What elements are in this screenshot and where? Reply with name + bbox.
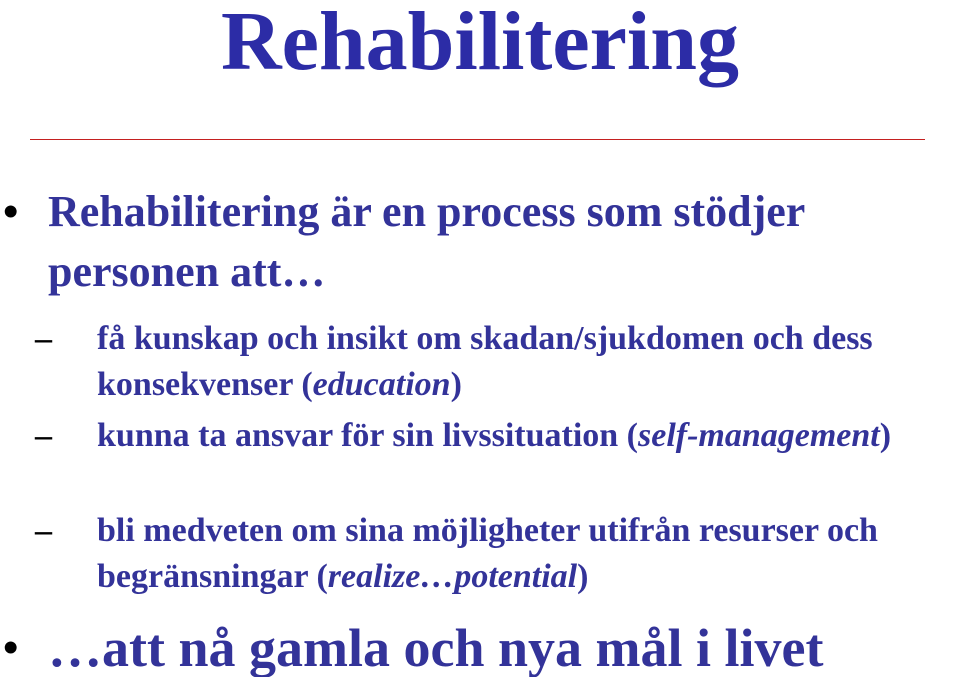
sub-item-2 <box>35 413 960 459</box>
sub-item-text-main: få kunskap och insikt om skadan/sjukdomen och dess konsekvenser ( <box>97 320 873 403</box>
dash-marker: – <box>35 320 52 357</box>
bullet-text: …att nå gamla och nya mål i livet <box>48 618 824 677</box>
bullet-item-1 <box>3 182 943 302</box>
sub-item-text <box>97 508 960 600</box>
sub-item-text-italic: self-management <box>638 417 880 454</box>
sub-item-text <box>97 316 960 408</box>
sub-item-text-italic: education <box>312 366 451 403</box>
bullet-item-2 <box>3 617 953 677</box>
slide-title: Rehabilitering <box>221 0 739 88</box>
dash-marker: – <box>35 512 52 549</box>
sub-item-text <box>97 413 960 459</box>
sub-item-text-tail: ) <box>450 366 462 403</box>
title-divider <box>30 139 925 140</box>
sub-item-1 <box>35 316 960 408</box>
bullet-marker: • <box>3 187 19 236</box>
bullet-marker: • <box>3 623 19 672</box>
sub-item-3 <box>35 508 960 600</box>
sub-item-text-tail: ) <box>879 417 892 454</box>
sub-item-text-main: bli medveten om sina möjligheter utifrån resurser och begränsningar ( <box>97 512 878 595</box>
sub-item-text-italic: realize…potential <box>327 558 578 595</box>
dash-marker: – <box>35 417 52 454</box>
bullet-text: Rehabilitering är en process som stödjer personen att… <box>48 187 805 296</box>
sub-item-text-tail: ) <box>577 558 589 595</box>
sub-item-text-main: kunna ta ansvar för sin livssituation ( <box>97 417 638 454</box>
